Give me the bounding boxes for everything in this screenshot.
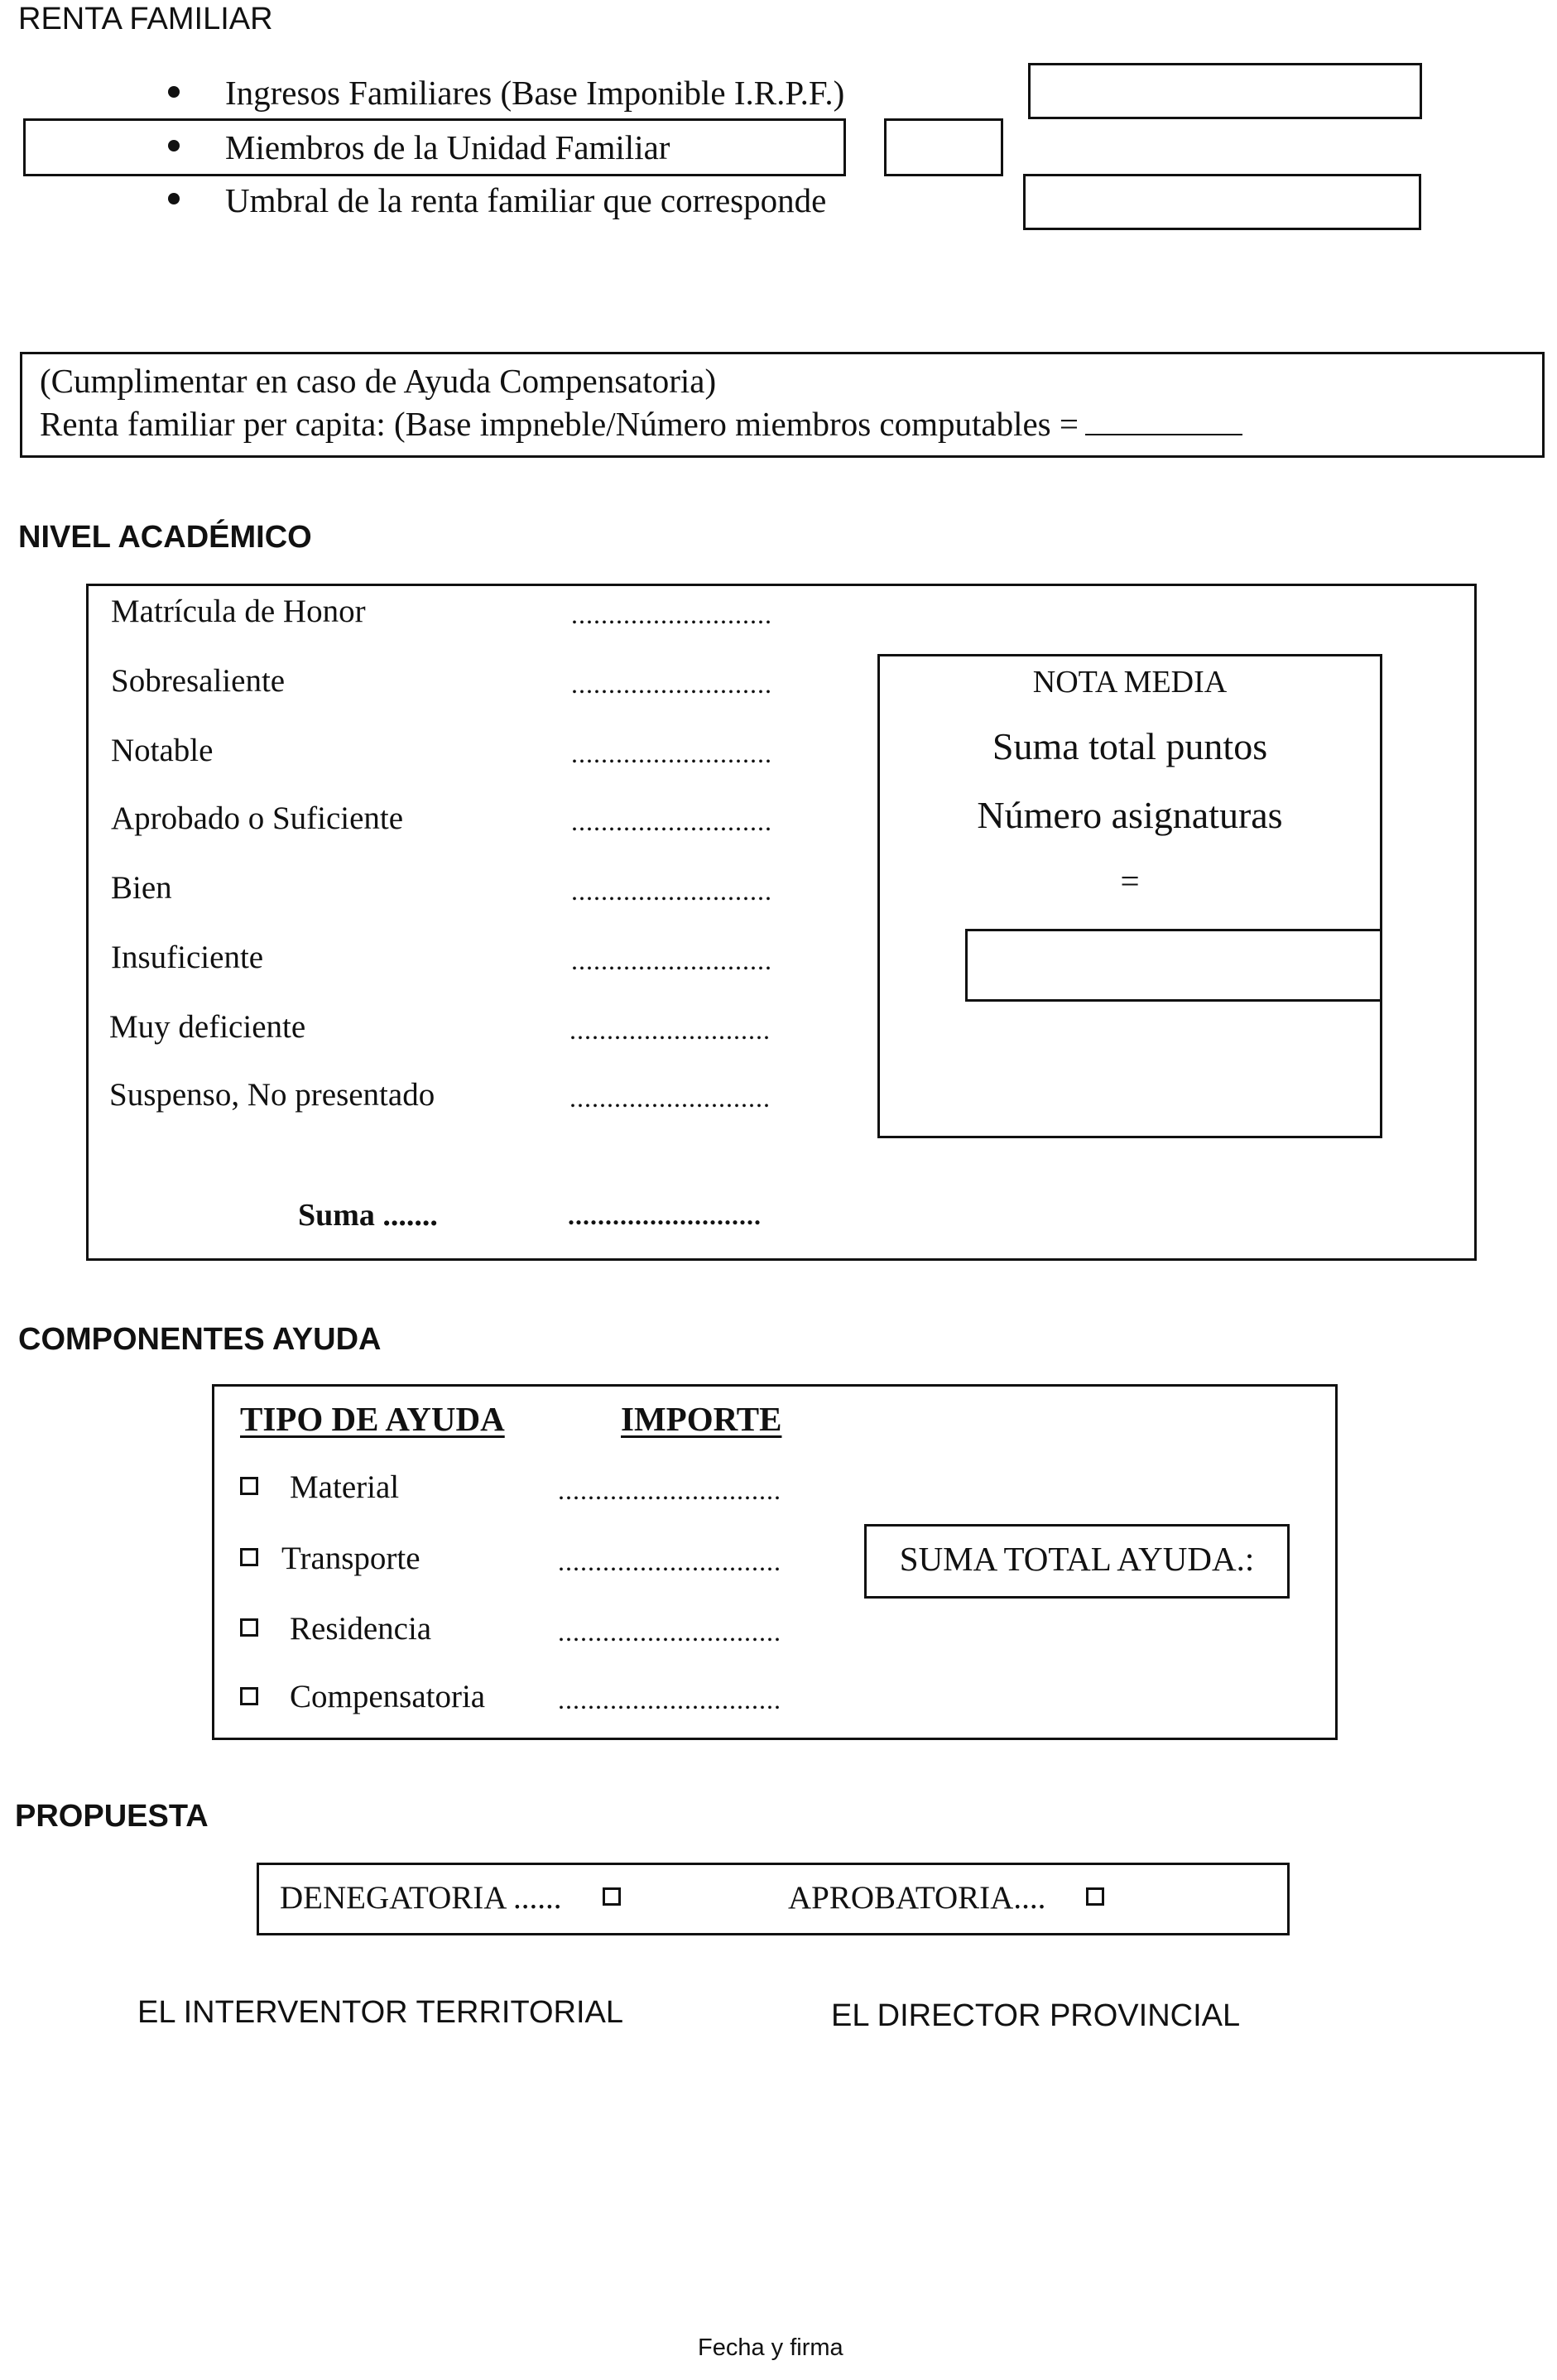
ingresos-label: Ingresos Familiares (Base Imponible I.R.P.F.) xyxy=(225,74,845,112)
miembros-field[interactable] xyxy=(884,118,1003,176)
bullet-icon xyxy=(168,140,180,151)
grade-label: Bien xyxy=(111,870,172,906)
nota-media-title: NOTA MEDIA xyxy=(1032,665,1228,700)
propuesta-heading: PROPUESTA xyxy=(15,1799,209,1834)
umbral-label: Umbral de la renta familiar que corresponde xyxy=(225,181,827,219)
importe-dots[interactable]: .............................. xyxy=(558,1685,781,1714)
grade-label: Matrícula de Honor xyxy=(111,594,366,629)
grade-dots[interactable]: ........................... xyxy=(571,599,772,629)
suma-dots[interactable]: .......................... xyxy=(568,1200,762,1230)
umbral-field[interactable] xyxy=(1023,174,1421,230)
nivel-academico-heading: NIVEL ACADÉMICO xyxy=(18,520,312,555)
importe-dots[interactable]: .............................. xyxy=(558,1617,781,1647)
grade-dots[interactable]: ........................... xyxy=(571,669,772,699)
importe-header: IMPORTE xyxy=(621,1400,782,1438)
bullet-icon xyxy=(168,193,180,204)
suma-total-ayuda-label: SUMA TOTAL AYUDA.: xyxy=(899,1540,1255,1578)
compensatoria-checkbox[interactable] xyxy=(240,1687,258,1705)
residencia-checkbox[interactable] xyxy=(240,1618,258,1637)
nota-media-field[interactable] xyxy=(965,929,1382,1002)
renta-per-capita-blank[interactable] xyxy=(1085,409,1242,435)
renta-per-capita-row xyxy=(40,404,1242,444)
compensatoria-note: (Cumplimentar en caso de Ayuda Compensatoria) xyxy=(40,362,717,400)
grade-dots[interactable]: ........................... xyxy=(569,1015,771,1045)
grade-dots[interactable]: ........................... xyxy=(571,945,772,975)
aprobatoria-label: APROBATORIA.... xyxy=(788,1880,1046,1916)
ingresos-field[interactable] xyxy=(1028,63,1422,119)
interventor-territorial-label: EL INTERVENTOR TERRITORIAL xyxy=(137,1995,624,2030)
componentes-ayuda-heading: COMPONENTES AYUDA xyxy=(18,1322,382,1357)
ayuda-item-label: Transporte xyxy=(281,1541,420,1576)
ayuda-item-label: Compensatoria xyxy=(290,1679,486,1714)
renta-familiar-heading: RENTA FAMILIAR xyxy=(18,2,273,36)
fecha-y-firma-label: Fecha y firma xyxy=(698,2334,843,2361)
ayuda-item-label: Residencia xyxy=(290,1611,432,1647)
grade-dots[interactable]: ........................... xyxy=(571,876,772,906)
miembros-label: Miembros de la Unidad Familiar xyxy=(225,128,670,166)
director-provincial-label: EL DIRECTOR PROVINCIAL xyxy=(831,1998,1241,2033)
importe-dots[interactable]: .............................. xyxy=(558,1546,781,1576)
grade-dots[interactable]: ........................... xyxy=(569,1083,771,1113)
tipo-de-ayuda-header: TIPO DE AYUDA xyxy=(240,1400,505,1438)
suma-label: Suma ....... xyxy=(298,1198,438,1233)
aprobatoria-checkbox[interactable] xyxy=(1086,1887,1104,1906)
equals-sign: = xyxy=(1120,862,1140,900)
grade-label: Sobresaliente xyxy=(111,663,286,699)
grade-label: Aprobado o Suficiente xyxy=(111,801,404,836)
grade-label: Insuficiente xyxy=(111,940,264,975)
material-checkbox[interactable] xyxy=(240,1477,258,1495)
bullet-icon xyxy=(168,86,180,98)
denegatoria-label: DENEGATORIA ...... xyxy=(280,1880,562,1916)
ayuda-item-label: Material xyxy=(290,1469,400,1505)
importe-dots[interactable]: .............................. xyxy=(558,1475,781,1505)
numero-asignaturas-label: Número asignaturas xyxy=(977,794,1283,836)
suma-total-puntos-label: Suma total puntos xyxy=(992,725,1268,767)
grade-dots[interactable]: ........................... xyxy=(571,806,772,836)
grade-label: Suspenso, No presentado xyxy=(109,1077,435,1113)
grade-label: Muy deficiente xyxy=(109,1009,306,1045)
renta-per-capita-label: Renta familiar per capita: (Base impneble/Número miembros computables = xyxy=(40,405,1079,443)
grade-dots[interactable]: ........................... xyxy=(571,738,772,768)
denegatoria-checkbox[interactable] xyxy=(603,1887,621,1906)
grade-label: Notable xyxy=(111,733,214,768)
transporte-checkbox[interactable] xyxy=(240,1548,258,1566)
